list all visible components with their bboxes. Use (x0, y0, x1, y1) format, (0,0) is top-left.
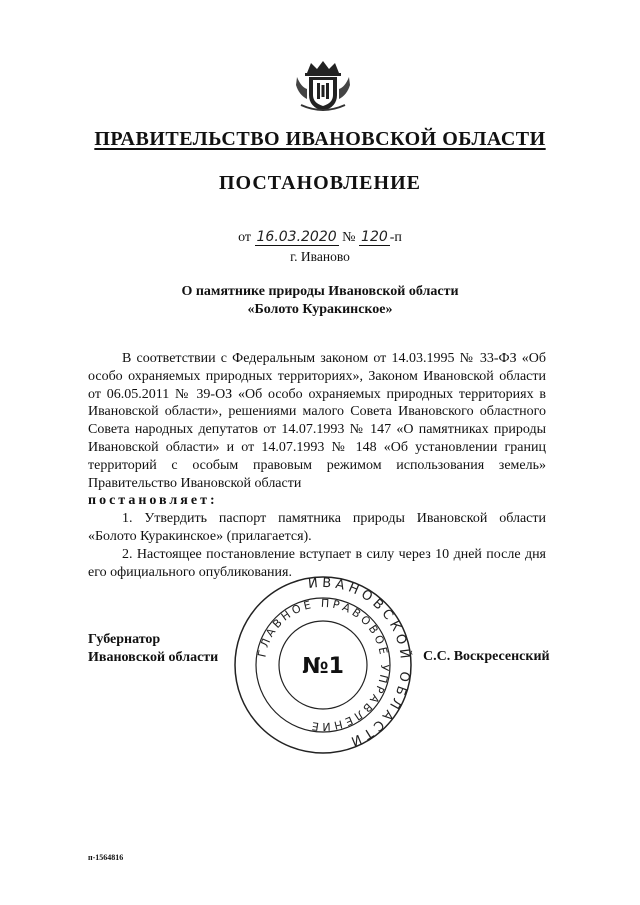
position-line-1: Губернатор (88, 632, 161, 647)
document-number: 120 (361, 229, 388, 245)
official-seal (233, 575, 413, 755)
subject-line-1: О памятнике природы Ивановской области (181, 284, 459, 299)
seal-inner-text: ГЛАВНОЕ ПРАВОВОЕ УПРАВЛЕНИЕ (255, 596, 392, 734)
signatory-name: С.С. Воскресенский (423, 649, 550, 664)
coat-of-arms-icon (293, 55, 353, 115)
seal-outer-text: ИВАНОВСКОЙ ОБЛАСТИ (307, 575, 413, 750)
preamble-text: В соответствии с Федеральным законом от 14.03.1995 № 33-ФЗ «Об особо охраняемых природных территориях», Законом Ивановской области от 06.05.2011 № 39-ОЗ «Об особо охраняемых природных территориях в Ивановской области», решениями малого Совета Ивановского областного Совета народных депутатов от 14.07.1993 № 147 «О памятниках природы Ивановской области» и от 14.07.1993 № 148 «Об установлении границ территорий с особым правовым режимом использования земель» Правительство Ивановской области (88, 351, 546, 491)
document-body (88, 350, 546, 581)
number-suffix: -п (389, 230, 402, 245)
document-subject (0, 283, 640, 319)
city: г. Иваново (290, 249, 350, 264)
position-line-2: Ивановской области (88, 650, 219, 665)
subject-line-2: «Болото Куракинское» (247, 302, 393, 317)
date-prefix: от (238, 230, 251, 245)
document-date: 16.03.2020 (256, 229, 337, 245)
number-prefix: № (342, 230, 356, 245)
resolves-word: постановляет: (88, 493, 218, 509)
date-number-line (0, 229, 640, 246)
item-1: 1. Утвердить паспорт памятника природы Ивановской области «Болото Куракинское» (прилагается). (88, 511, 546, 544)
footer-code: п-1564816 (88, 853, 124, 862)
government-title: ПРАВИТЕЛЬСТВО ИВАНОВСКОЙ ОБЛАСТИ (94, 128, 546, 150)
signatory-position (88, 631, 218, 667)
seal-number: №1 (302, 654, 344, 679)
document-type: ПОСТАНОВЛЕНИЕ (219, 172, 421, 194)
preamble-paragraph (88, 350, 546, 492)
item-2: 2. Настоящее постановление вступает в силу через 10 дней после дня его официального опубликования. (88, 546, 546, 580)
